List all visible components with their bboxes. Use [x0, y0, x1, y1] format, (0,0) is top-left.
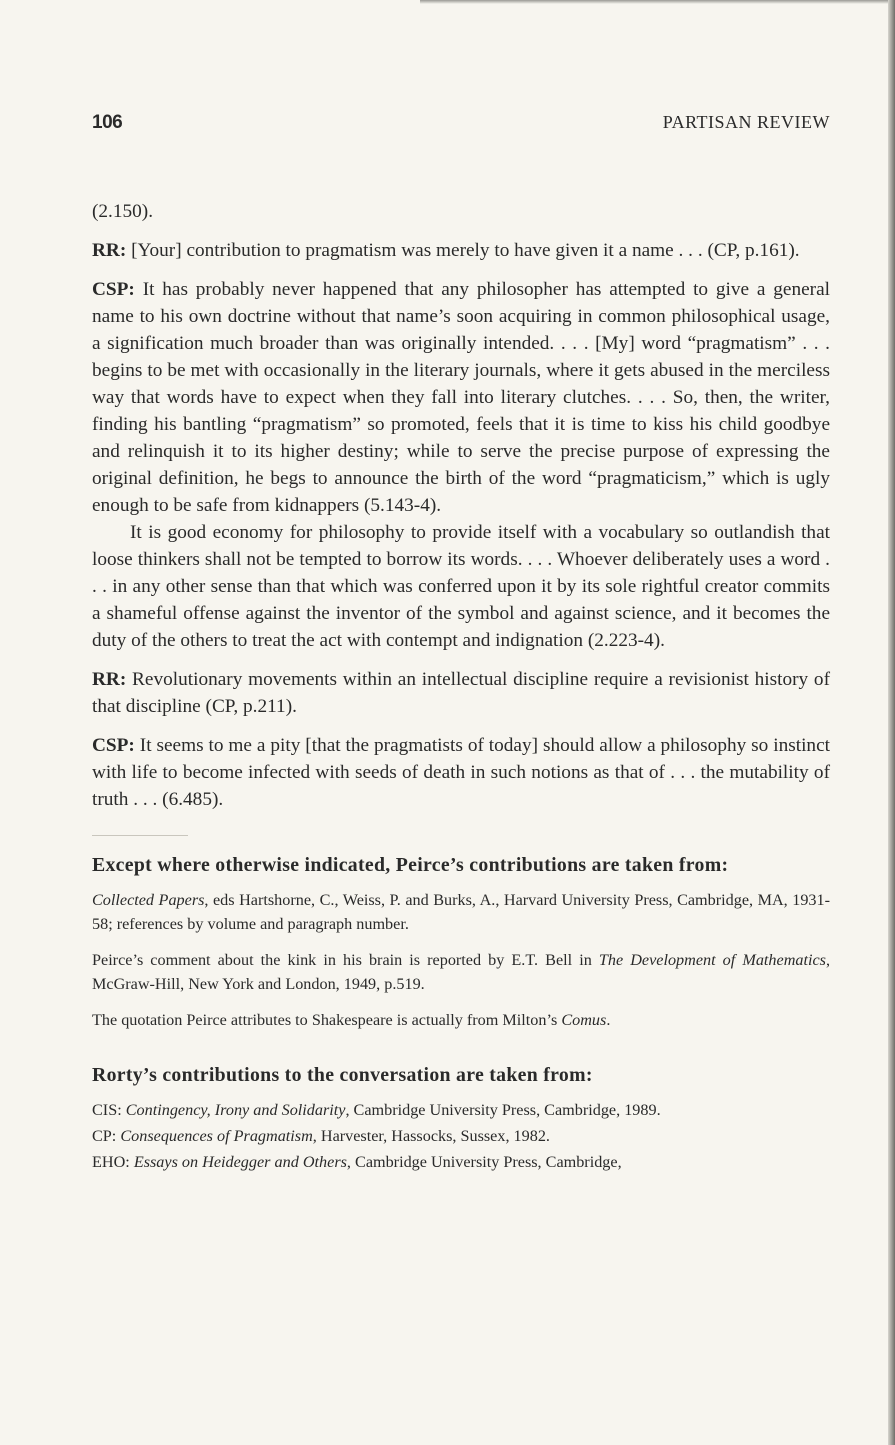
dialogue-paragraph: [92, 732, 830, 813]
reference-abbreviation: CP:: [92, 1127, 121, 1145]
reference-title: Collected Papers: [92, 891, 205, 909]
reference-details: , eds Hartshorne, C., Weiss, P. and Burks, A., Harvard University Press, Cambridge, MA, 1931-58; references by volume and paragraph number.: [92, 891, 830, 933]
page-number: 106: [92, 112, 123, 133]
article-body: [92, 198, 830, 1176]
reference-entry: [92, 888, 830, 936]
page-top-shadow: [420, 0, 895, 4]
reference-details: , Harvester, Hassocks, Sussex, 1982.: [312, 1127, 550, 1145]
reference-details: , Cambridge University Press, Cambridge, 1989.: [345, 1101, 661, 1119]
reference-title: Contingency, Irony and Solidarity: [125, 1101, 346, 1119]
speaker-label: RR:: [92, 669, 127, 690]
dialogue-paragraph: [92, 519, 830, 654]
peirce-sources-heading: Except where otherwise indicated, Peirce’s contributions are taken from:: [92, 854, 729, 876]
dialogue-paragraph: [92, 237, 830, 264]
dialogue-text: [Your] contribution to pragmatism was merely to have given it a name . . . (CP, p.161).: [131, 240, 800, 261]
speaker-label: CSP:: [92, 735, 135, 756]
reference-details: .: [606, 1011, 611, 1029]
reference-details: , Cambridge University Press, Cambridge,: [346, 1153, 622, 1171]
reference-entry: [92, 1124, 830, 1148]
speaker-label: CSP:: [92, 279, 135, 300]
reference-abbreviation: EHO:: [92, 1153, 134, 1171]
dialogue-paragraph: [92, 198, 830, 225]
reference-title: The Development of Mathematics: [598, 951, 826, 969]
dialogue-text: It has probably never happened that any philosopher has attempted to give a general name to his own doctrine without that name’s soon acquiring in common philosophical usage, a signification much broader than was originally intended. . . . [My] word “pragmatism” . . . begins to be met with occasionally in the literary journals, where it gets abused in the merciless way that words have to expect when they fall into literary clutches. . . . So, then, the writer, finding his bantling “pragmatism” so promoted, feels that it is time to kiss his child goodbye and relinquish it to its higher destiny; while to serve the precise purpose of expressing the original definition, he begs to announce the birth of the word “pragmaticism,” which is ugly enough to be safe from kidnappers (5.143-4).: [92, 279, 830, 516]
reference-details: Peirce’s comment about the kink in his brain is reported by E.T. Bell in: [92, 951, 599, 969]
journal-title: PARTISAN REVIEW: [662, 112, 830, 132]
reference-title: Essays on Heidegger and Others: [133, 1153, 347, 1171]
reference-entry: [92, 1098, 830, 1122]
running-header: [92, 112, 830, 142]
reference-details: The quotation Peirce attributes to Shakespeare is actually from Milton’s: [92, 1011, 562, 1029]
dialogue-paragraph: [92, 666, 830, 720]
dialogue-text: It seems to me a pity [that the pragmatists of today] should allow a philosophy so instinct with life to become infected with seeds of death in such notions as that of . . . the mutability of truth . . . (6.485).: [92, 735, 830, 810]
reference-entry: [92, 1008, 830, 1032]
dialogue-text: (2.150).: [92, 201, 154, 222]
dialogue-text: It is good economy for philosophy to provide itself with a vocabulary so outlandish that loose thinkers shall not be tempted to borrow its words. . . . Whoever deliberately uses a word . . . in any other sense than that which was conferred upon it by its sole rightful creator commits a shameful offense against the inventor of the symbol and against science, and it becomes the duty of the others to treat the act with contempt and indignation (2.223-4).: [92, 522, 830, 651]
section-divider: [92, 835, 188, 836]
reference-title: Consequences of Pragmatism: [120, 1127, 313, 1145]
reference-details: , McGraw-Hill, New York and London, 1949, p.519.: [92, 951, 830, 993]
dialogue-text: Revolutionary movements within an intellectual discipline require a revisionist history of that discipline (CP, p.211).: [92, 669, 830, 717]
rorty-sources-heading: Rorty’s contributions to the conversation are taken from:: [92, 1064, 593, 1086]
reference-title: Comus: [561, 1011, 607, 1029]
dialogue-paragraph: [92, 276, 830, 519]
speaker-label: RR:: [92, 240, 127, 261]
page-right-edge: [888, 0, 895, 1445]
reference-entry: [92, 1150, 830, 1174]
reference-entry: [92, 948, 830, 996]
reference-abbreviation: CIS:: [92, 1101, 126, 1119]
